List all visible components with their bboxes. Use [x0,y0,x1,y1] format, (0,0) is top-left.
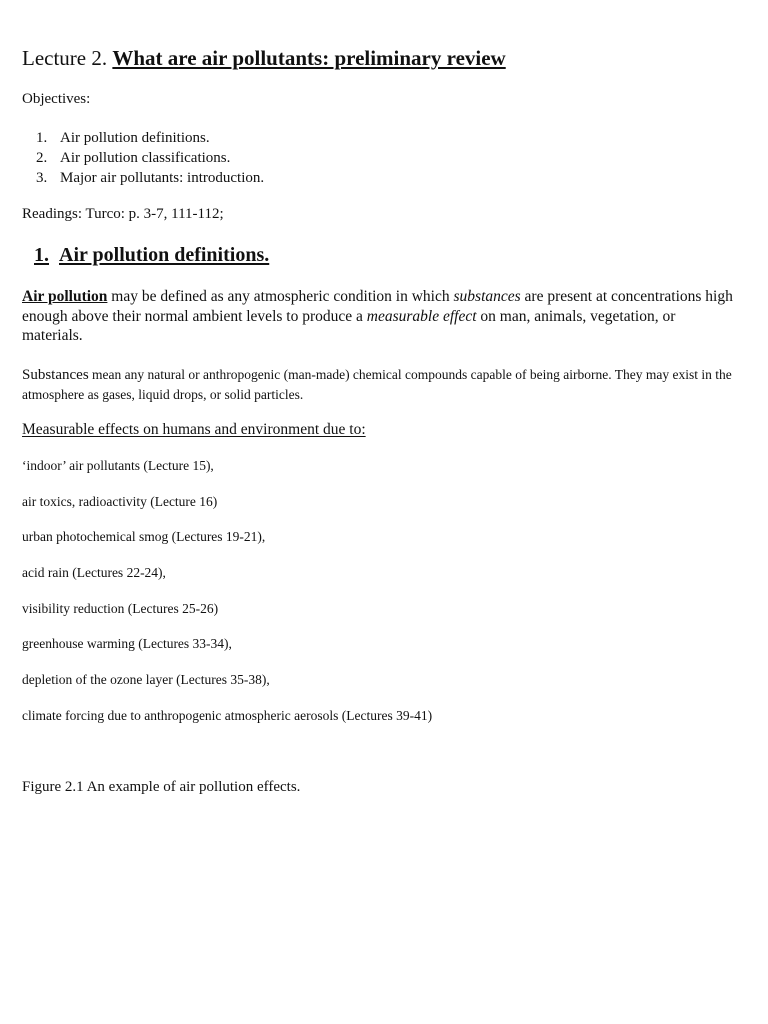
lecture-title-main: What are air pollutants: preliminary review [112,46,506,70]
effect-item: ‘indoor’ air pollutants (Lecture 15), [22,458,214,473]
definition-text: on man, animals, vegetation, or materials. [22,307,676,344]
objective-number: 3. [36,170,48,186]
objectives-list [22,128,264,188]
objectives-label: Objectives: [22,91,91,107]
lecture-number: Lecture 2. [22,46,108,70]
objective-item [22,168,264,188]
section-number: 1. [34,244,49,266]
definition-text: may be defined as any atmospheric condition in which [107,288,454,305]
section-title: Air pollution definitions. [59,244,270,266]
definition-paragraph [22,287,737,346]
substances-text: mean any natural or anthropogenic (man-made) chemical compounds capable of being airborne. They may exist in the atmosphere as gases, liquid drops, or solid particles. [22,367,732,402]
objective-text: Air pollution definitions. [60,130,210,146]
definition-text: are present at concentrations high enough above their normal ambient levels to produce a [22,288,733,325]
effects-heading: Measurable effects on humans and environment due to: [22,421,366,438]
readings-line: Readings: Turco: p. 3-7, 111-112; [22,206,224,222]
objective-number: 1. [36,130,48,146]
definition-emphasis: measurable effect [366,307,477,325]
substances-lead: Substances [22,367,89,383]
effect-item: depletion of the ozone layer (Lectures 35-38), [22,672,270,688]
objective-text: Air pollution classifications. [60,150,231,166]
objective-text: Major air pollutants: introduction. [60,170,265,186]
effect-item: greenhouse warming (Lectures 33-34), [22,636,232,652]
effect-item: climate forcing due to anthropogenic atmospheric aerosols (Lectures 39-41) [22,707,433,723]
objective-item [22,148,264,168]
lecture-title [22,46,506,71]
effect-item: urban photochemical smog (Lectures 19-21), [22,529,266,545]
effect-item: visibility reduction (Lectures 25-26) [22,600,219,616]
definition-term: Air pollution [22,288,108,305]
definition-emphasis: substances [453,288,521,305]
objective-number: 2. [36,150,48,166]
objective-item [22,128,264,148]
effect-item: acid rain (Lectures 22-24), [22,565,166,581]
substances-paragraph [22,365,737,404]
effects-list [22,457,432,743]
section-heading [34,244,269,267]
figure-caption: Figure 2.1 An example of air pollution effects. [22,779,301,795]
effect-item: air toxics, radioactivity (Lecture 16) [22,493,218,509]
